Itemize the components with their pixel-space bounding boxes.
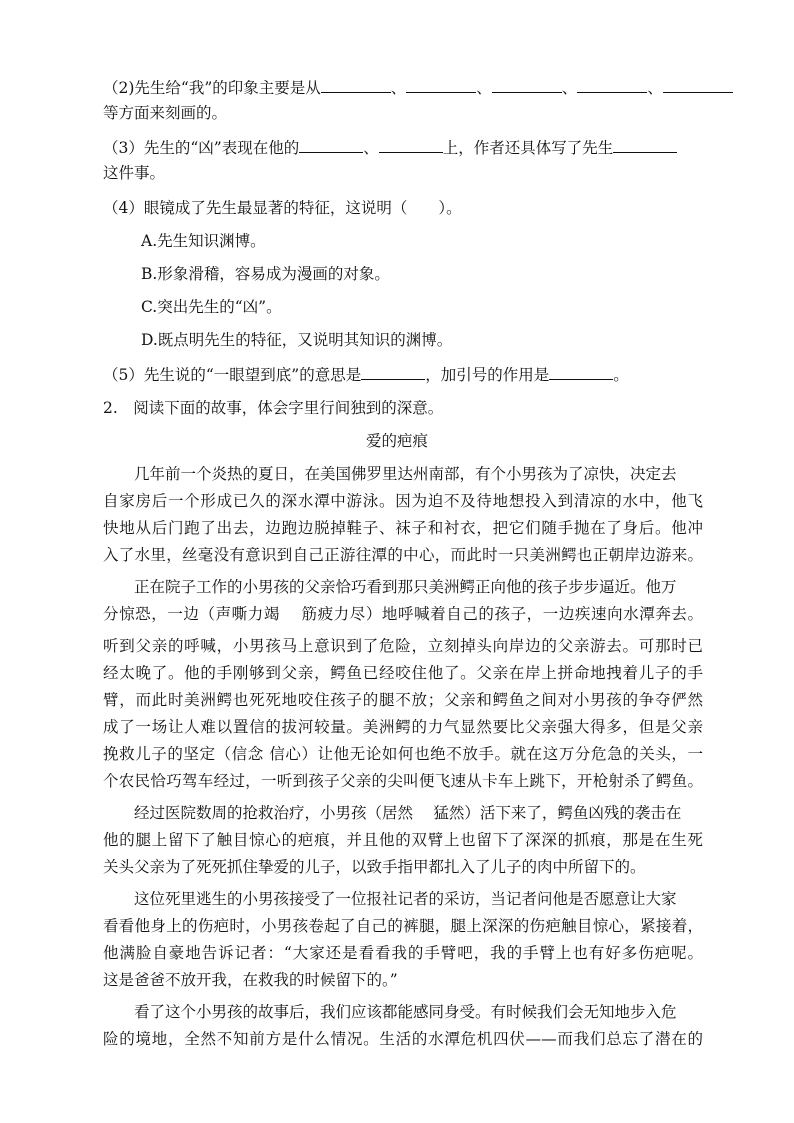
answer-blank[interactable]	[613, 138, 677, 153]
answer-blank[interactable]	[361, 365, 425, 380]
answer-blank[interactable]	[577, 78, 647, 93]
question-2-continuation: 等方面来刻画的。	[103, 104, 228, 122]
option-a: A.先生知识渊博。	[141, 232, 266, 250]
question-2-prefix: （2)先生给“我”的印象主要是从	[103, 79, 321, 97]
passage-line: 听到父亲的呼喊，小男孩马上意识到了危险，立刻掉头向岸边的父亲游去。可那时已	[103, 637, 703, 655]
answer-blank[interactable]	[549, 365, 613, 380]
passage-line: 自家房后一个形成已久的深水潭中游泳。因为迫不及待地想投入到清凉的水中，他飞	[103, 492, 703, 510]
question-3-prefix: （3）先生的“凶”表现在他的	[103, 139, 300, 157]
answer-blank[interactable]	[299, 138, 363, 153]
passage-line: 经太晚了。他的手刚够到父亲，鳄鱼已经咬住他了。父亲在岸上拼命地拽着儿子的手	[103, 664, 703, 682]
question-5-middle: ，加引号的作用是	[425, 366, 550, 384]
passage-line: 挽救儿子的坚定（信念 信心）让他无论如何也绝不放手。就在这万分危急的关头，一	[103, 745, 703, 763]
separator: 、	[363, 139, 379, 157]
section-2-heading: 2. 阅读下面的故事，体会字里行间独到的深意。	[103, 399, 444, 417]
passage-line: 这是爸爸不放开我，在救我的时候留下的。”	[103, 971, 398, 989]
answer-blank[interactable]	[406, 78, 476, 93]
passage-line: 险的境地，全然不知前方是什么情况。生活的水潭危机四伏——而我们总忘了潜在的	[103, 1030, 703, 1048]
question-4-stem: （4）眼镜成了先生最显著的特征，这说明（ ）。	[103, 199, 462, 217]
passage-line: 几年前一个炎热的夏日，在美国佛罗里达州南部，有个小男孩为了凉快，决定去	[134, 465, 677, 483]
question-5-prefix: （5）先生说的“一眼望到底”的意思是	[103, 366, 362, 384]
answer-blank[interactable]	[663, 78, 733, 93]
option-d: D.既点明先生的特征，又说明其知识的渊博。	[141, 331, 453, 349]
question-5-line	[103, 364, 703, 386]
separator: 、	[476, 79, 492, 97]
answer-blank[interactable]	[492, 78, 562, 93]
passage-line: 他满脸自豪地告诉记者：“大家还是看看我的手臂吧，我的手臂上也有好多伤疤呢。	[103, 944, 703, 962]
passage-line: 看看他身上的伤疤时，小男孩卷起了自己的裤腿，腿上深深的伤疤触目惊心，紧接着，	[103, 917, 703, 935]
passage-line: 看了这个小男孩的故事后，我们应该都能感同身受。有时候我们会无知地步入危	[134, 1003, 677, 1021]
answer-blank[interactable]	[321, 78, 391, 93]
separator: 、	[390, 79, 407, 97]
separator: 、	[647, 79, 663, 97]
answer-blank[interactable]	[379, 138, 443, 153]
passage-line: 臂，而此时美洲鳄也死死地咬住孩子的腿不放；父亲和鳄鱼之间对小男孩的争夺俨然	[103, 691, 703, 709]
passage-line: 他的腿上留下了触目惊心的疤痕，并且他的双臂上也留下了深深的抓痕，那是在生死	[103, 831, 703, 849]
question-3-line	[103, 137, 703, 159]
question-3-middle: 上，作者还具体写了先生	[442, 139, 614, 157]
passage-line: 关头父亲为了死死抓住挚爱的儿子，以致手指甲都扎入了儿子的肉中所留下的。	[103, 858, 646, 876]
passage-line: 经过医院数周的抢救治疗，小男孩（居然 猛然）活下来了，鳄鱼凶残的袭击在	[134, 804, 682, 822]
passage-title: 爱的疤痕	[365, 432, 428, 450]
passage-line: 成了一场让人难以置信的拔河较量。美洲鳄的力气显然要比父亲强大得多，但是父亲	[103, 718, 703, 736]
passage-line: 这位死里逃生的小男孩接受了一位报社记者的采访，当记者问他是否愿意让大家	[134, 890, 677, 908]
passage-line: 快地从后门跑了出去，边跑边脱掉鞋子、袜子和衬衣，把它们随手抛在了身后。他冲	[103, 519, 703, 537]
passage-line: 正在院子工作的小男孩的父亲恰巧看到那只美洲鳄正向他的孩子步步逼近。他万	[134, 578, 677, 596]
question-5-end: 。	[613, 366, 629, 384]
question-3-continuation: 这件事。	[103, 164, 166, 182]
option-c: C.突出先生的“凶”。	[141, 298, 282, 316]
question-2-line	[103, 77, 703, 99]
passage-line: 个农民恰巧驾车经过，一听到孩子父亲的尖叫便飞速从卡车上跳下，开枪射杀了鳄鱼。	[103, 772, 703, 790]
separator: 、	[561, 79, 578, 97]
passage-line: 分惊恐，一边（声嘶力竭 筋疲力尽）地呼喊着自己的孩子，一边疾速向水潭奔去。	[103, 605, 703, 623]
passage-line: 入了水里，丝毫没有意识到自己正游往潭的中心，而此时一只美洲鳄也正朝岸边游来。	[103, 546, 703, 564]
option-b: B.形象滑稽，容易成为漫画的对象。	[141, 265, 390, 283]
